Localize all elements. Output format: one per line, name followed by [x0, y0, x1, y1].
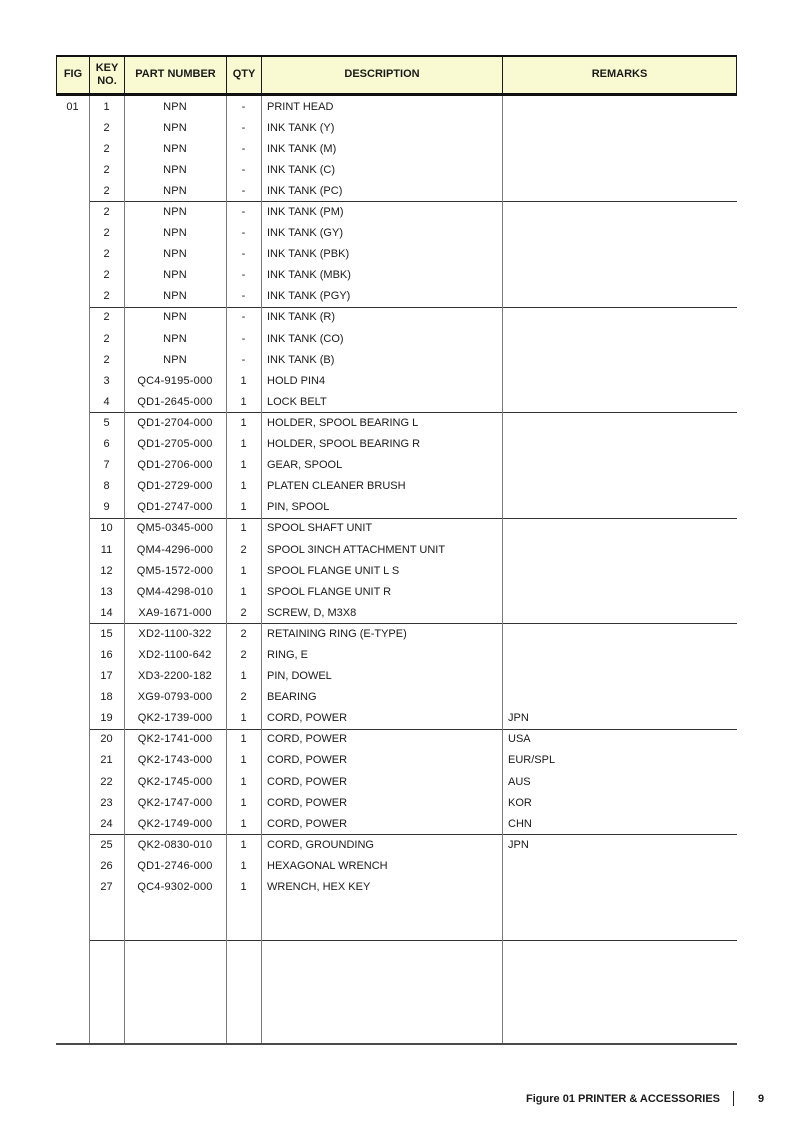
part-number-cell: NPN [163, 269, 187, 282]
qty-cell: 1 [240, 754, 247, 767]
part-number-cell: QC4-9302-000 [137, 881, 213, 894]
table-row [56, 666, 737, 687]
description-cell: BEARING [267, 691, 317, 704]
qty-cell: 1 [240, 374, 247, 387]
description-cell: HOLDER, SPOOL BEARING L [267, 416, 419, 429]
footer-figure-label: Figure 01 PRINTER & ACCESSORIES [526, 1092, 720, 1105]
key-cell: 2 [103, 184, 110, 197]
key-cell: 9 [103, 501, 110, 514]
column-divider-qty-desc [261, 96, 262, 1043]
description-cell: WRENCH, HEX KEY [267, 881, 371, 894]
key-cell: 2 [103, 227, 110, 240]
table-row [56, 370, 737, 391]
key-cell: 15 [100, 627, 113, 640]
remarks-cell: KOR [508, 796, 532, 809]
qty-cell: 1 [240, 859, 247, 872]
table-row [56, 876, 737, 897]
key-cell: 4 [103, 395, 110, 408]
header-key-no [90, 57, 125, 93]
part-number-cell: QK2-1739-000 [137, 712, 213, 725]
table-row [56, 792, 737, 813]
qty-cell: - [241, 121, 246, 134]
row-group [56, 623, 737, 728]
column-divider-part-qty [226, 96, 227, 1043]
description-cell: CORD, POWER [267, 796, 348, 809]
part-number-cell: QM5-0345-000 [136, 522, 214, 535]
part-number-cell: QC4-9195-000 [137, 374, 213, 387]
qty-cell: 1 [240, 480, 247, 493]
table-row [56, 412, 737, 433]
part-number-cell: NPN [163, 248, 187, 261]
part-number-cell: QD1-2746-000 [137, 859, 213, 872]
key-cell: 14 [100, 606, 113, 619]
table-row [56, 581, 737, 602]
header-part-label: PART NUMBER [135, 68, 216, 81]
part-number-cell: QK2-1749-000 [137, 817, 213, 830]
table-row [56, 518, 737, 539]
table-row [56, 602, 737, 623]
footer-divider [733, 1091, 734, 1106]
table-row [56, 771, 737, 792]
key-cell: 22 [100, 775, 113, 788]
qty-cell: - [241, 227, 246, 240]
table-row [56, 180, 737, 201]
part-number-cell: QK2-1747-000 [137, 796, 213, 809]
description-cell: SPOOL FLANGE UNIT L S [267, 564, 400, 577]
part-number-cell: NPN [163, 100, 187, 113]
part-number-cell: NPN [163, 311, 187, 324]
qty-cell: - [241, 142, 246, 155]
part-number-cell: QK2-0830-010 [137, 838, 213, 851]
group-separator-line [89, 729, 737, 730]
row-group [56, 412, 737, 517]
description-cell: INK TANK (PC) [267, 184, 343, 197]
table-row [56, 244, 737, 265]
table-row [56, 539, 737, 560]
description-cell: INK TANK (B) [267, 353, 335, 366]
qty-cell: 1 [240, 501, 247, 514]
qty-cell: 1 [240, 712, 247, 725]
header-part-number [125, 57, 227, 93]
part-number-cell: XD2-1100-642 [138, 648, 212, 661]
description-cell: INK TANK (PGY) [267, 290, 351, 303]
row-group [56, 307, 737, 412]
key-cell: 3 [103, 374, 110, 387]
key-cell: 25 [100, 838, 113, 851]
key-cell: 27 [100, 881, 113, 894]
qty-cell: 1 [240, 838, 247, 851]
key-cell: 2 [103, 206, 110, 219]
column-divider-fig-key [89, 96, 90, 1043]
part-number-cell: QD1-2729-000 [137, 480, 213, 493]
qty-cell: - [241, 248, 246, 261]
remarks-cell: USA [508, 733, 531, 746]
group-separator-line [89, 518, 737, 519]
qty-cell: 2 [240, 691, 247, 704]
table-row [56, 708, 737, 729]
key-cell: 2 [103, 311, 110, 324]
remarks-cell: JPN [508, 712, 529, 725]
qty-cell: 1 [240, 416, 247, 429]
description-cell: CORD, POWER [267, 733, 348, 746]
description-cell: SPOOL FLANGE UNIT R [267, 585, 392, 598]
table-row [56, 813, 737, 834]
description-cell: CORD, POWER [267, 817, 348, 830]
header-qty-label: QTY [232, 68, 256, 81]
part-number-cell: NPN [163, 206, 187, 219]
description-cell: SPOOL SHAFT UNIT [267, 522, 373, 535]
row-group [56, 201, 737, 306]
qty-cell: 1 [240, 585, 247, 598]
table-row [56, 919, 737, 940]
key-cell: 5 [103, 416, 110, 429]
parts-table [56, 55, 737, 1045]
part-number-cell: QD1-2747-000 [137, 501, 213, 514]
table-row [56, 898, 737, 919]
header-fig-label: FIG [63, 68, 83, 81]
qty-cell: - [241, 206, 246, 219]
key-cell: 21 [100, 754, 113, 767]
column-divider-desc-rem [502, 96, 503, 1043]
description-cell: INK TANK (CO) [267, 332, 344, 345]
part-number-cell: NPN [163, 121, 187, 134]
row-group [56, 518, 737, 623]
key-cell: 2 [103, 332, 110, 345]
description-cell: INK TANK (M) [267, 142, 337, 155]
part-number-cell: QM4-4298-010 [136, 585, 214, 598]
key-cell: 12 [100, 564, 113, 577]
table-row [56, 623, 737, 644]
qty-cell: 2 [240, 648, 247, 661]
key-cell: 2 [103, 290, 110, 303]
header-remarks [503, 57, 736, 93]
header-remarks-label: REMARKS [591, 68, 648, 81]
header-fig [57, 57, 90, 93]
key-cell: 2 [103, 163, 110, 176]
group-separator-line [89, 307, 737, 308]
key-cell: 2 [103, 353, 110, 366]
description-cell: CORD, GROUNDING [267, 838, 374, 851]
table-body [56, 96, 737, 1045]
description-cell: HOLDER, SPOOL BEARING R [267, 438, 421, 451]
description-cell: PIN, DOWEL [267, 670, 332, 683]
table-row [56, 96, 737, 117]
table-row [56, 687, 737, 708]
qty-cell: 1 [240, 733, 247, 746]
qty-cell: - [241, 184, 246, 197]
row-group [56, 96, 737, 201]
description-cell: INK TANK (GY) [267, 227, 343, 240]
part-number-cell: QK2-1743-000 [137, 754, 213, 767]
table-row [56, 391, 737, 412]
qty-cell: 2 [240, 543, 247, 556]
column-divider-key-part [124, 96, 125, 1043]
qty-cell: 1 [240, 796, 247, 809]
qty-cell: 1 [240, 459, 247, 472]
row-group [56, 940, 737, 1043]
table-row [56, 455, 737, 476]
key-cell: 26 [100, 859, 113, 872]
qty-cell: 1 [240, 881, 247, 894]
table-row [56, 834, 737, 855]
key-cell: 19 [100, 712, 113, 725]
description-cell: HOLD PIN4 [267, 374, 326, 387]
key-cell: 2 [103, 142, 110, 155]
group-separator-line [89, 940, 737, 941]
part-number-cell: QK2-1745-000 [137, 775, 213, 788]
qty-cell: 2 [240, 606, 247, 619]
table-row [56, 138, 737, 159]
row-group [56, 834, 737, 939]
key-cell: 2 [103, 269, 110, 282]
footer-page-number: 9 [757, 1092, 765, 1105]
key-cell: 6 [103, 438, 110, 451]
part-number-cell: QD1-2705-000 [137, 438, 213, 451]
table-row [56, 159, 737, 180]
description-cell: CORD, POWER [267, 754, 348, 767]
qty-cell: 1 [240, 522, 247, 535]
part-number-cell: NPN [163, 353, 187, 366]
key-cell: 2 [103, 121, 110, 134]
part-number-cell: QD1-2706-000 [137, 459, 213, 472]
header-key-line1: KEY [95, 61, 119, 74]
row-group [56, 729, 737, 834]
description-cell: RETAINING RING (E-TYPE) [267, 627, 407, 640]
table-row [56, 328, 737, 349]
table-row [56, 644, 737, 665]
qty-cell: 2 [240, 627, 247, 640]
qty-cell: - [241, 290, 246, 303]
remarks-cell: EUR/SPL [508, 754, 556, 767]
part-number-cell: QD1-2645-000 [137, 395, 213, 408]
table-header-row [56, 55, 737, 96]
table-row [56, 497, 737, 518]
fig-cell: 01 [66, 100, 79, 113]
page-footer [526, 1091, 778, 1106]
part-number-cell: XD2-1100-322 [138, 627, 212, 640]
qty-cell: 1 [240, 670, 247, 683]
description-cell: GEAR, SPOOL [267, 459, 343, 472]
key-cell: 20 [100, 733, 113, 746]
header-qty [227, 57, 262, 93]
part-number-cell: XA9-1671-000 [138, 606, 212, 619]
description-cell: INK TANK (Y) [267, 121, 335, 134]
description-cell: SCREW, D, M3X8 [267, 606, 357, 619]
part-number-cell: NPN [163, 290, 187, 303]
key-cell: 16 [100, 648, 113, 661]
key-cell: 10 [100, 522, 113, 535]
table-row [56, 855, 737, 876]
part-number-cell: NPN [163, 227, 187, 240]
description-cell: INK TANK (MBK) [267, 269, 351, 282]
description-cell: PIN, SPOOL [267, 501, 330, 514]
key-cell: 11 [100, 543, 113, 556]
description-cell: PLATEN CLEANER BRUSH [267, 480, 406, 493]
description-cell: PRINT HEAD [267, 100, 334, 113]
qty-cell: - [241, 332, 246, 345]
part-number-cell: NPN [163, 163, 187, 176]
part-number-cell: QD1-2704-000 [137, 416, 213, 429]
table-row [56, 307, 737, 328]
qty-cell: - [241, 269, 246, 282]
qty-cell: 1 [240, 564, 247, 577]
description-cell: CORD, POWER [267, 712, 348, 725]
table-row [56, 560, 737, 581]
qty-cell: - [241, 353, 246, 366]
description-cell: INK TANK (C) [267, 163, 336, 176]
header-description [262, 57, 503, 93]
table-row [56, 223, 737, 244]
part-number-cell: NPN [163, 332, 187, 345]
group-separator-line [89, 623, 737, 624]
key-cell: 1 [103, 100, 110, 113]
qty-cell: 1 [240, 775, 247, 788]
description-cell: CORD, POWER [267, 775, 348, 788]
qty-cell: - [241, 163, 246, 176]
part-number-cell: QM5-1572-000 [136, 564, 214, 577]
description-cell: LOCK BELT [267, 395, 327, 408]
remarks-cell: CHN [508, 817, 532, 830]
part-number-cell: QK2-1741-000 [137, 733, 213, 746]
part-number-cell: NPN [163, 184, 187, 197]
key-cell: 17 [100, 670, 113, 683]
group-separator-line [89, 834, 737, 835]
table-row [56, 117, 737, 138]
description-cell: INK TANK (PM) [267, 206, 344, 219]
table-row [56, 349, 737, 370]
group-separator-line [89, 412, 737, 413]
table-row [56, 286, 737, 307]
part-number-cell: XG9-0793-000 [137, 691, 213, 704]
table-row [56, 265, 737, 286]
table-row [56, 201, 737, 222]
part-number-cell: XD3-2200-182 [138, 670, 212, 683]
key-cell: 13 [100, 585, 113, 598]
qty-cell: 1 [240, 438, 247, 451]
qty-cell: 1 [240, 817, 247, 830]
qty-cell: - [241, 100, 246, 113]
description-cell: RING, E [267, 648, 308, 661]
group-separator-line [89, 201, 737, 202]
remarks-cell: JPN [508, 838, 529, 851]
table-row [56, 476, 737, 497]
key-cell: 2 [103, 248, 110, 261]
key-cell: 24 [100, 817, 113, 830]
description-cell: INK TANK (R) [267, 311, 336, 324]
description-cell: INK TANK (PBK) [267, 248, 350, 261]
key-cell: 23 [100, 796, 113, 809]
description-cell: SPOOL 3INCH ATTACHMENT UNIT [267, 543, 446, 556]
part-number-cell: NPN [163, 142, 187, 155]
row-groups [56, 96, 737, 1043]
header-description-label: DESCRIPTION [344, 68, 420, 81]
header-key-line2: NO. [97, 75, 117, 87]
description-cell: HEXAGONAL WRENCH [267, 859, 388, 872]
table-row [56, 434, 737, 455]
key-cell: 8 [103, 480, 110, 493]
remarks-cell: AUS [508, 775, 531, 788]
table-row [56, 729, 737, 750]
key-cell: 7 [103, 459, 110, 472]
qty-cell: 1 [240, 395, 247, 408]
part-number-cell: QM4-4296-000 [136, 543, 214, 556]
qty-cell: - [241, 311, 246, 324]
table-row [56, 750, 737, 771]
key-cell: 18 [100, 691, 113, 704]
